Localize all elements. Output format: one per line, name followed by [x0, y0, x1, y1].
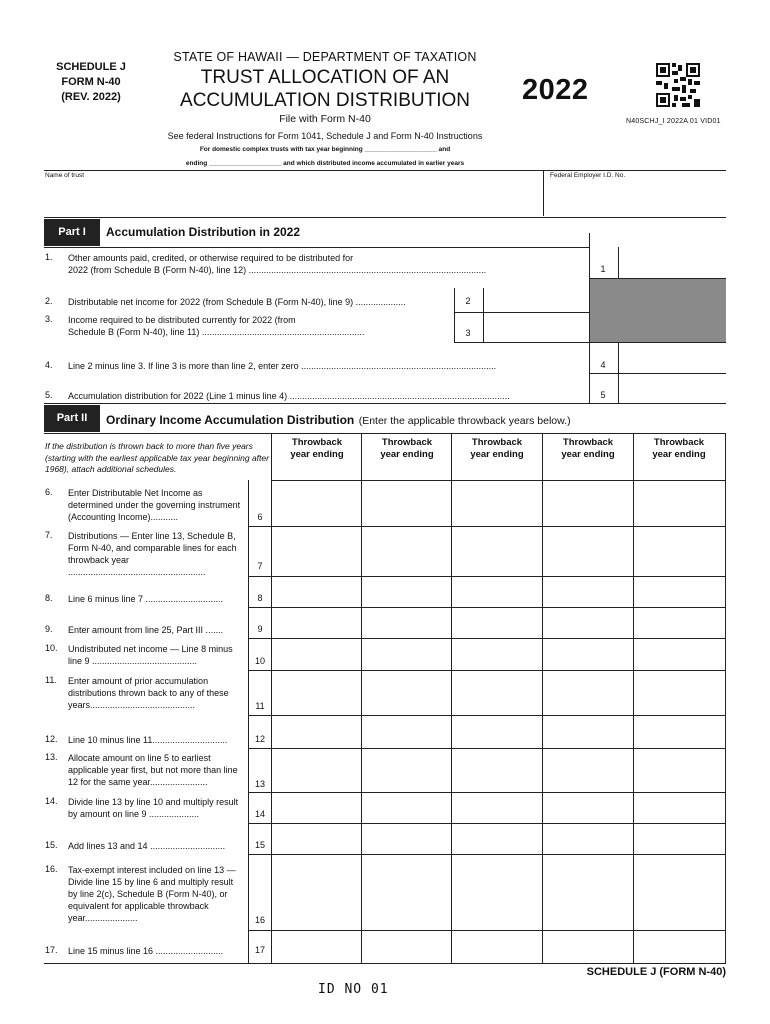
shaded-block: [590, 279, 726, 342]
line1-number: 1.: [45, 252, 53, 262]
qr-code-icon: [656, 63, 700, 107]
line7-box-number: 7: [257, 561, 263, 571]
schedule-label: SCHEDULE J: [56, 61, 126, 73]
year-ending-field-3[interactable]: [454, 464, 540, 478]
line11-number: 11.: [45, 675, 57, 685]
agency-name: STATE OF HAWAII — DEPARTMENT OF TAXATION: [173, 50, 477, 64]
form-code: N40SCHJ_I 2022A 01 VID01: [626, 118, 721, 125]
identity-top-rule: [44, 170, 726, 171]
instructions-note: See federal Instructions for Form 1041, Schedule J and Form N-40 Instructions: [167, 131, 483, 141]
footer-id-number: ID NO 01: [318, 982, 389, 997]
line10-number: 10.: [45, 643, 58, 653]
line15-box-number: 15: [254, 840, 265, 850]
part1-title: Accumulation Distribution in 2022: [106, 225, 301, 239]
col-header-bottom-rule: [272, 480, 726, 481]
line15-text: Add lines 13 and 14 ..............................: [68, 841, 226, 851]
year-ending-field-5[interactable]: [636, 464, 722, 478]
col-head-5-line2: year ending: [652, 449, 706, 460]
line8-text: Line 6 minus line 7 ...............................: [68, 594, 224, 604]
line8-box-number: 8: [257, 593, 263, 603]
part2-title: Ordinary Income Accumulation Distribution: [106, 413, 355, 427]
line3-number: 3.: [45, 314, 53, 324]
line9-text: Enter amount from line 25, Part III .......: [68, 625, 224, 635]
footer-form-name: SCHEDULE J (FORM N-40): [586, 966, 726, 978]
line13-text: Allocate amount on line 5 to earliest applicable year first, but not more than line 12 for the same year.......................: [68, 753, 238, 787]
year-ending-field-1[interactable]: [274, 464, 360, 478]
tax-year-ending-line: ending ____________________ and which distributed income accumulated in earlier years: [185, 160, 465, 167]
line17-text: Line 15 minus line 16 ...........................: [68, 946, 224, 956]
line13-number: 13.: [45, 752, 58, 762]
col-head-3-line1: Throwback: [471, 437, 523, 448]
line2-box-number: 2: [465, 296, 471, 306]
year-ending-field-4[interactable]: [545, 464, 631, 478]
col-head-2-line2: year ending: [380, 449, 434, 460]
line12-number: 12.: [45, 734, 58, 744]
line7-bottom-rule: [248, 576, 726, 577]
line1-amount-field[interactable]: [619, 248, 725, 278]
col-head-1: [272, 437, 362, 461]
col-head-1-line2: year ending: [290, 449, 344, 460]
file-with-note: File with Form N-40: [279, 113, 371, 125]
line4-text: Line 2 minus line 3. If line 3 is more than line 2, enter zero ..............................................................................: [68, 361, 497, 371]
line6-box-number: 6: [257, 512, 263, 522]
line6-text: Enter Distributable Net Income as determined under the governing instrument (Accounting Income)...........: [68, 488, 241, 522]
line17-number: 17.: [45, 945, 58, 955]
part2-header-rule: [44, 433, 726, 434]
col-head-5: [634, 437, 724, 461]
line3-text: [68, 314, 448, 338]
line4-box-number: 4: [600, 360, 606, 370]
tax-year: 2022: [522, 74, 589, 106]
line15-number: 15.: [45, 840, 58, 850]
line14-box-number: 14: [254, 809, 265, 819]
revision-label: (REV. 2022): [61, 91, 121, 103]
col-head-3-line2: year ending: [470, 449, 524, 460]
line12-text: Line 10 minus line 11..............................: [68, 735, 228, 745]
line2-number: 2.: [45, 296, 53, 306]
p2-col3-left-rule: [451, 433, 452, 964]
part1-tag: Part I: [44, 219, 100, 246]
p2-col4-left-rule: [542, 433, 543, 964]
throwback-note: If the distribution is thrown back to more than five years (starting with the earliest applicable tax year beginning after 1968), attach additional schedules.: [45, 441, 269, 474]
line2-text: Distributable net income for 2022 (from Schedule B (Form N-40), line 9) ....................: [68, 297, 406, 307]
line4-amount-field[interactable]: [619, 343, 725, 373]
line6-number: 6.: [45, 487, 53, 497]
line14-number: 14.: [45, 796, 58, 806]
line13-box-number: 13: [254, 779, 265, 789]
fein-label: Federal Employer I.D. No.: [550, 172, 626, 179]
line16-bottom-rule: [248, 930, 726, 931]
part2-subtitle: (Enter the applicable throwback years below.): [358, 415, 571, 427]
col-head-1-line1: Throwback: [291, 437, 343, 448]
form-title-line2: ACCUMULATION DISTRIBUTION: [180, 90, 470, 111]
line12-bottom-rule: [248, 748, 726, 749]
line3-amount-field[interactable]: [484, 313, 589, 342]
line17-box-number: 17: [254, 945, 265, 955]
line11-text: Enter amount of prior accumulation distributions thrown back to any of these years..........................................: [68, 676, 229, 710]
identity-divider: [543, 170, 544, 216]
col-head-2-line1: Throwback: [381, 437, 433, 448]
p2-col2-left-rule: [361, 433, 362, 964]
col-head-5-line1: Throwback: [653, 437, 705, 448]
form-label: FORM N-40: [61, 76, 121, 88]
fein-field[interactable]: [550, 182, 722, 216]
line14-text: Divide line 13 by line 10 and multiply result by amount on line 9 ....................: [68, 797, 239, 819]
col-head-3: [452, 437, 542, 461]
line10-bottom-rule: [248, 670, 726, 671]
line5-number: 5.: [45, 390, 53, 400]
line11-box-number: 11: [255, 701, 265, 711]
line7-number: 7.: [45, 530, 53, 540]
line1-text-a: Other amounts paid, credited, or otherwise required to be distributed for: [68, 253, 354, 263]
line5-amount-field[interactable]: [619, 374, 725, 402]
part2-tag: Part II: [44, 405, 100, 432]
line11-bottom-rule: [248, 715, 726, 716]
line1-text: [68, 252, 578, 276]
form-title-line1: TRUST ALLOCATION OF AN: [200, 67, 450, 88]
trust-name-field[interactable]: [45, 182, 540, 216]
line12-box-number: 12: [254, 734, 265, 744]
part2-top-rule: [44, 403, 726, 404]
trust-name-label: Name of trust: [45, 172, 85, 179]
line15-bottom-rule: [248, 854, 726, 855]
line16-number: 16.: [45, 864, 58, 874]
line5-text: Accumulation distribution for 2022 (Line 1 minus line 4) ........................................................................................: [68, 391, 510, 401]
line3-text-a: Income required to be distributed currently for 2022 (from: [68, 315, 296, 325]
p2-numcol-left-rule: [248, 480, 249, 964]
col-head-2: [362, 437, 452, 461]
line9-number: 9.: [45, 624, 53, 634]
line9-bottom-rule: [248, 638, 726, 639]
col-head-4: [543, 437, 633, 461]
line16-text: Tax-exempt interest included on line 13 — Divide line 15 by line 6 and multiply result by line 2(c), Schedule B (Form N-40), or equivalent for applicable throwback year.....................: [68, 865, 236, 923]
p2-right-edge-rule: [725, 433, 726, 964]
p2-col5-left-rule: [633, 433, 634, 964]
line8-number: 8.: [45, 593, 53, 603]
line16-box-number: 16: [254, 915, 265, 925]
part2-heading: [106, 411, 571, 429]
form-title: [150, 66, 500, 112]
line14-bottom-rule: [248, 823, 726, 824]
part1-header-rule: [44, 247, 590, 248]
part2-bottom-rule: [44, 963, 726, 964]
line9-box-number: 9: [257, 624, 263, 634]
line4-number: 4.: [45, 360, 53, 370]
line3-text-b: Schedule B (Form N-40), line 11) .................................................................: [68, 327, 365, 337]
year-ending-field-2[interactable]: [364, 464, 450, 478]
line10-box-number: 10: [254, 656, 265, 666]
col-head-4-line1: Throwback: [562, 437, 614, 448]
schedule-id-block: [55, 60, 127, 105]
line3-box-number: 3: [465, 328, 471, 338]
line5-box-number: 5: [600, 390, 606, 400]
line1-text-b: 2022 (from Schedule B (Form N-40), line 12) ...............................................................................................: [68, 265, 487, 275]
line6-bottom-rule: [248, 526, 726, 527]
line2-amount-field[interactable]: [484, 288, 589, 312]
line7-text: Distributions — Enter line 13, Schedule B, Form N-40, and comparable lines for each throwback year .......................................................: [68, 531, 237, 577]
col-head-4-line2: year ending: [561, 449, 615, 460]
line8-bottom-rule: [248, 607, 726, 608]
tax-year-beginning-line: For domestic complex trusts with tax year beginning ____________________ and: [199, 146, 451, 153]
line13-bottom-rule: [248, 792, 726, 793]
part1-top-rule: [44, 217, 726, 218]
line1-box-number: 1: [600, 264, 606, 274]
line10-text: Undistributed net income — Line 8 minus line 9 ..........................................: [68, 644, 233, 666]
